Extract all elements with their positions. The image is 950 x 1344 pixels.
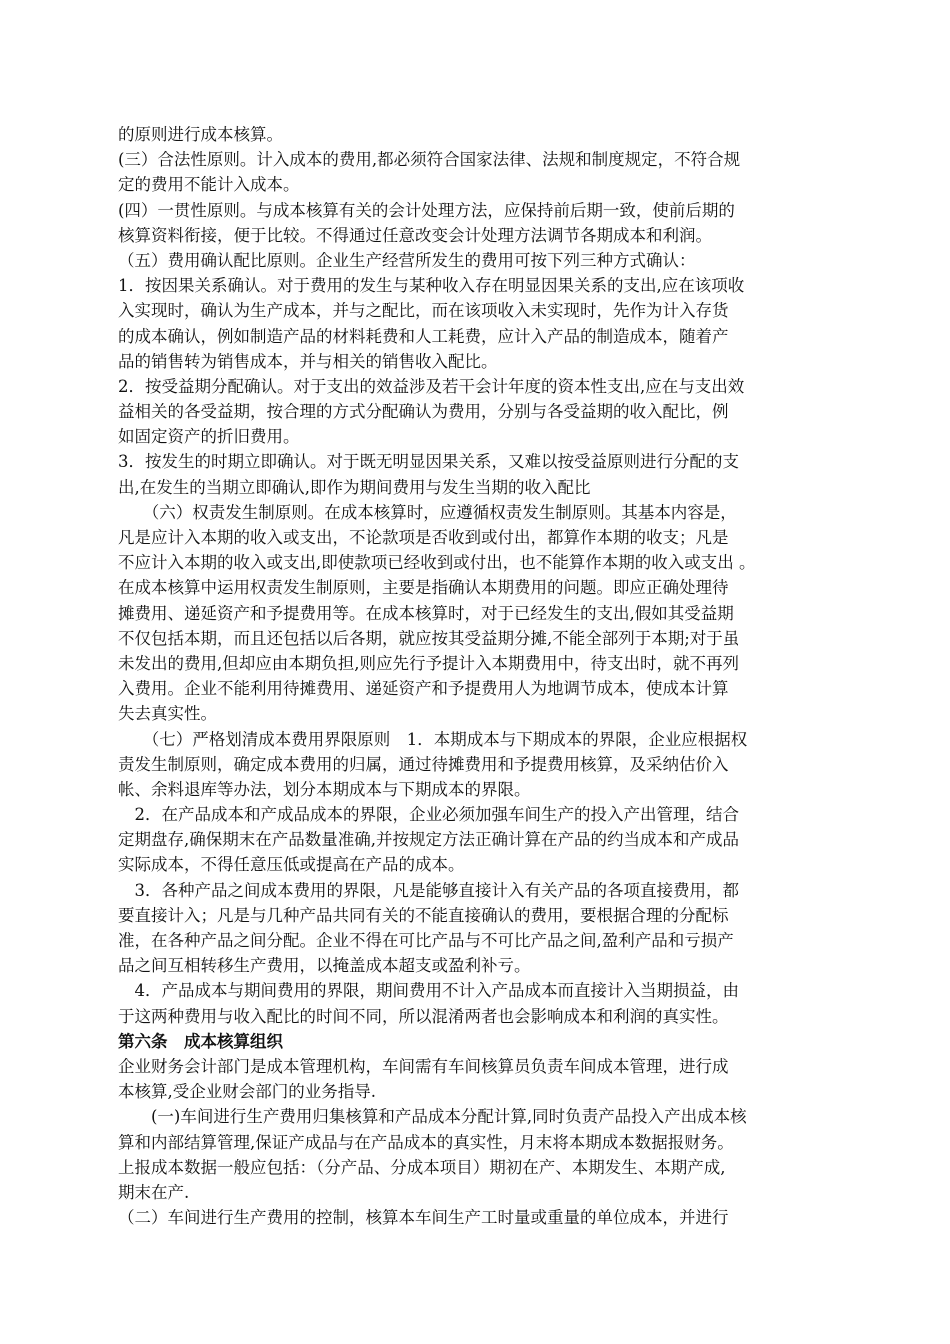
text-line: 期末在产.	[118, 1182, 190, 1202]
text-line: 要直接计入；凡是与几种产品共同有关的不能直接确认的费用，要根据合理的分配标	[118, 905, 729, 925]
text-line: 入费用。企业不能利用待摊费用、递延资产和予提费用人为地调节成本，使成本计算	[118, 679, 729, 699]
text-line: (三）合法性原则。计入成本的费用,都必须符合国家法律、法规和制度规定，不符合规	[118, 150, 741, 170]
text-line: 的成本确认，例如制造产品的材料耗费和人工耗费，应计入产品的制造成本，随着产	[118, 326, 729, 346]
text-line: 实际成本，不得任意压低或提高在产品的成本。	[118, 855, 465, 875]
text-line: 失去真实性。	[118, 704, 217, 724]
text-line: 的原则进行成本核算。	[118, 125, 283, 144]
paragraphs-before-heading	[118, 122, 846, 1029]
text-line: 准，在各种产品之间分配。企业不得在可比产品与不可比产品之间,盈利产品和亏损产	[118, 931, 734, 950]
paragraphs-after-heading	[118, 1054, 846, 1230]
text-line: 品的销售转为销售成本，并与相关的销售收入配比。	[118, 351, 498, 371]
text-line: 于这两种费用与收入配比的时间不同，所以混淆两者也会影响成本和利润的真实性。	[118, 1006, 729, 1026]
text-line: 定的费用不能计入成本。	[118, 175, 300, 195]
text-line: 益相关的各受益期，按合理的方式分配确认为费用，分别与各受益期的收入配比，例	[118, 402, 729, 422]
text-line: 出,在发生的当期立即确认,即作为期间费用与发生当期的收入配比	[118, 477, 591, 497]
text-line: （二）车间进行生产费用的控制，核算本车间生产工时量或重量的单位成本，并进行	[118, 1208, 729, 1228]
text-line: 2．按受益期分配确认。对于支出的效益涉及若干会计年度的资本性支出,应在与支出效	[118, 376, 745, 396]
document-body	[118, 122, 846, 1230]
text-line: 4．产品成本与期间费用的界限，期间费用不计入产品成本而直接计入当期损益，由	[118, 981, 739, 1001]
text-line: 摊费用、递延资产和予提费用等。在成本核算时，对于已经发生的支出,假如其受益期	[118, 603, 734, 623]
text-line: 入实现时，确认为生产成本，并与之配比，而在该项收入未实现时，先作为计入存货	[118, 301, 729, 321]
text-line: （六）权责发生制原则。在成本核算时，应遵循权责发生制原则。其基本内容是，	[118, 502, 737, 522]
text-line: 帐、余料退库等办法，划分本期成本与下期成本的界限。	[118, 779, 531, 799]
text-line: 未发出的费用,但却应由本期负担,则应先行予提计入本期费用中，待支出时，就不再列	[118, 653, 739, 673]
text-line: 品之间互相转移生产费用，以掩盖成本超支或盈利补亏。	[118, 956, 531, 976]
text-line: 算和内部结算管理,保证产成品与在产品成本的真实性，月末将本期成本数据报财务。	[118, 1132, 734, 1152]
section-heading: 第六条 成本核算组织	[118, 1031, 283, 1051]
text-line: 2．在产品成本和产成品成本的界限，企业必须加强车间生产的投入产出管理，结合	[118, 805, 739, 825]
text-line: 1．按因果关系确认。对于费用的发生与某种收入存在明显因果关系的支出,应在该项收	[118, 276, 745, 296]
text-line: 上报成本数据一般应包括：（分产品、分成本项目）期初在产、本期发生、本期产成,	[118, 1157, 726, 1177]
text-line: 核算资料衔接，便于比较。不得通过任意改变会计处理方法调节各期成本和利润。	[118, 225, 712, 245]
text-line: 3．各种产品之间成本费用的界限，凡是能够直接计入有关产品的各项直接费用，都	[118, 880, 739, 900]
text-line: （五）费用确认配比原则。企业生产经营所发生的费用可按下列三种方式确认：	[118, 250, 696, 270]
text-line: 本核算,受企业财会部门的业务指导.	[118, 1082, 376, 1102]
text-line: 凡是应计入本期的收入或支出，不论款项是否收到或付出，都算作本期的收支；凡是	[118, 528, 729, 547]
text-line: 3．按发生的时期立即确认。对于既无明显因果关系，又难以按受益原则进行分配的支	[118, 452, 739, 472]
text-line: 责发生制原则，确定成本费用的归属，通过待摊费用和予提费用核算，及采纳估价入	[118, 754, 729, 774]
text-line: （七）严格划清成本费用界限原则 1．本期成本与下期成本的界限，企业应根据权	[118, 729, 748, 749]
text-line: 如固定资产的折旧费用。	[118, 427, 300, 447]
text-line: (一)车间进行生产费用归集核算和产品成本分配计算,同时负责产品投入产出成本核	[118, 1107, 747, 1127]
text-line: 定期盘存,确保期末在产品数量准确,并按规定方法正确计算在产品的约当成本和产成品	[118, 830, 739, 850]
text-line: 在成本核算中运用权责发生制原则，主要是指确认本期费用的问题。即应正确处理待	[118, 578, 729, 598]
text-line: 不应计入本期的收入或支出,即使款项已经收到或付出，也不能算作本期的收入或支出 。	[118, 553, 756, 573]
text-line: 不仅包括本期，而且还包括以后各期，就应按其受益期分摊,不能全部列于本期;对于虽	[118, 628, 740, 648]
text-line: 企业财务会计部门是成本管理机构，车间需有车间核算员负责车间成本管理，进行成	[118, 1056, 729, 1076]
text-line: (四）一贯性原则。与成本核算有关的会计处理方法，应保持前后期一致，使前后期的	[118, 200, 735, 220]
